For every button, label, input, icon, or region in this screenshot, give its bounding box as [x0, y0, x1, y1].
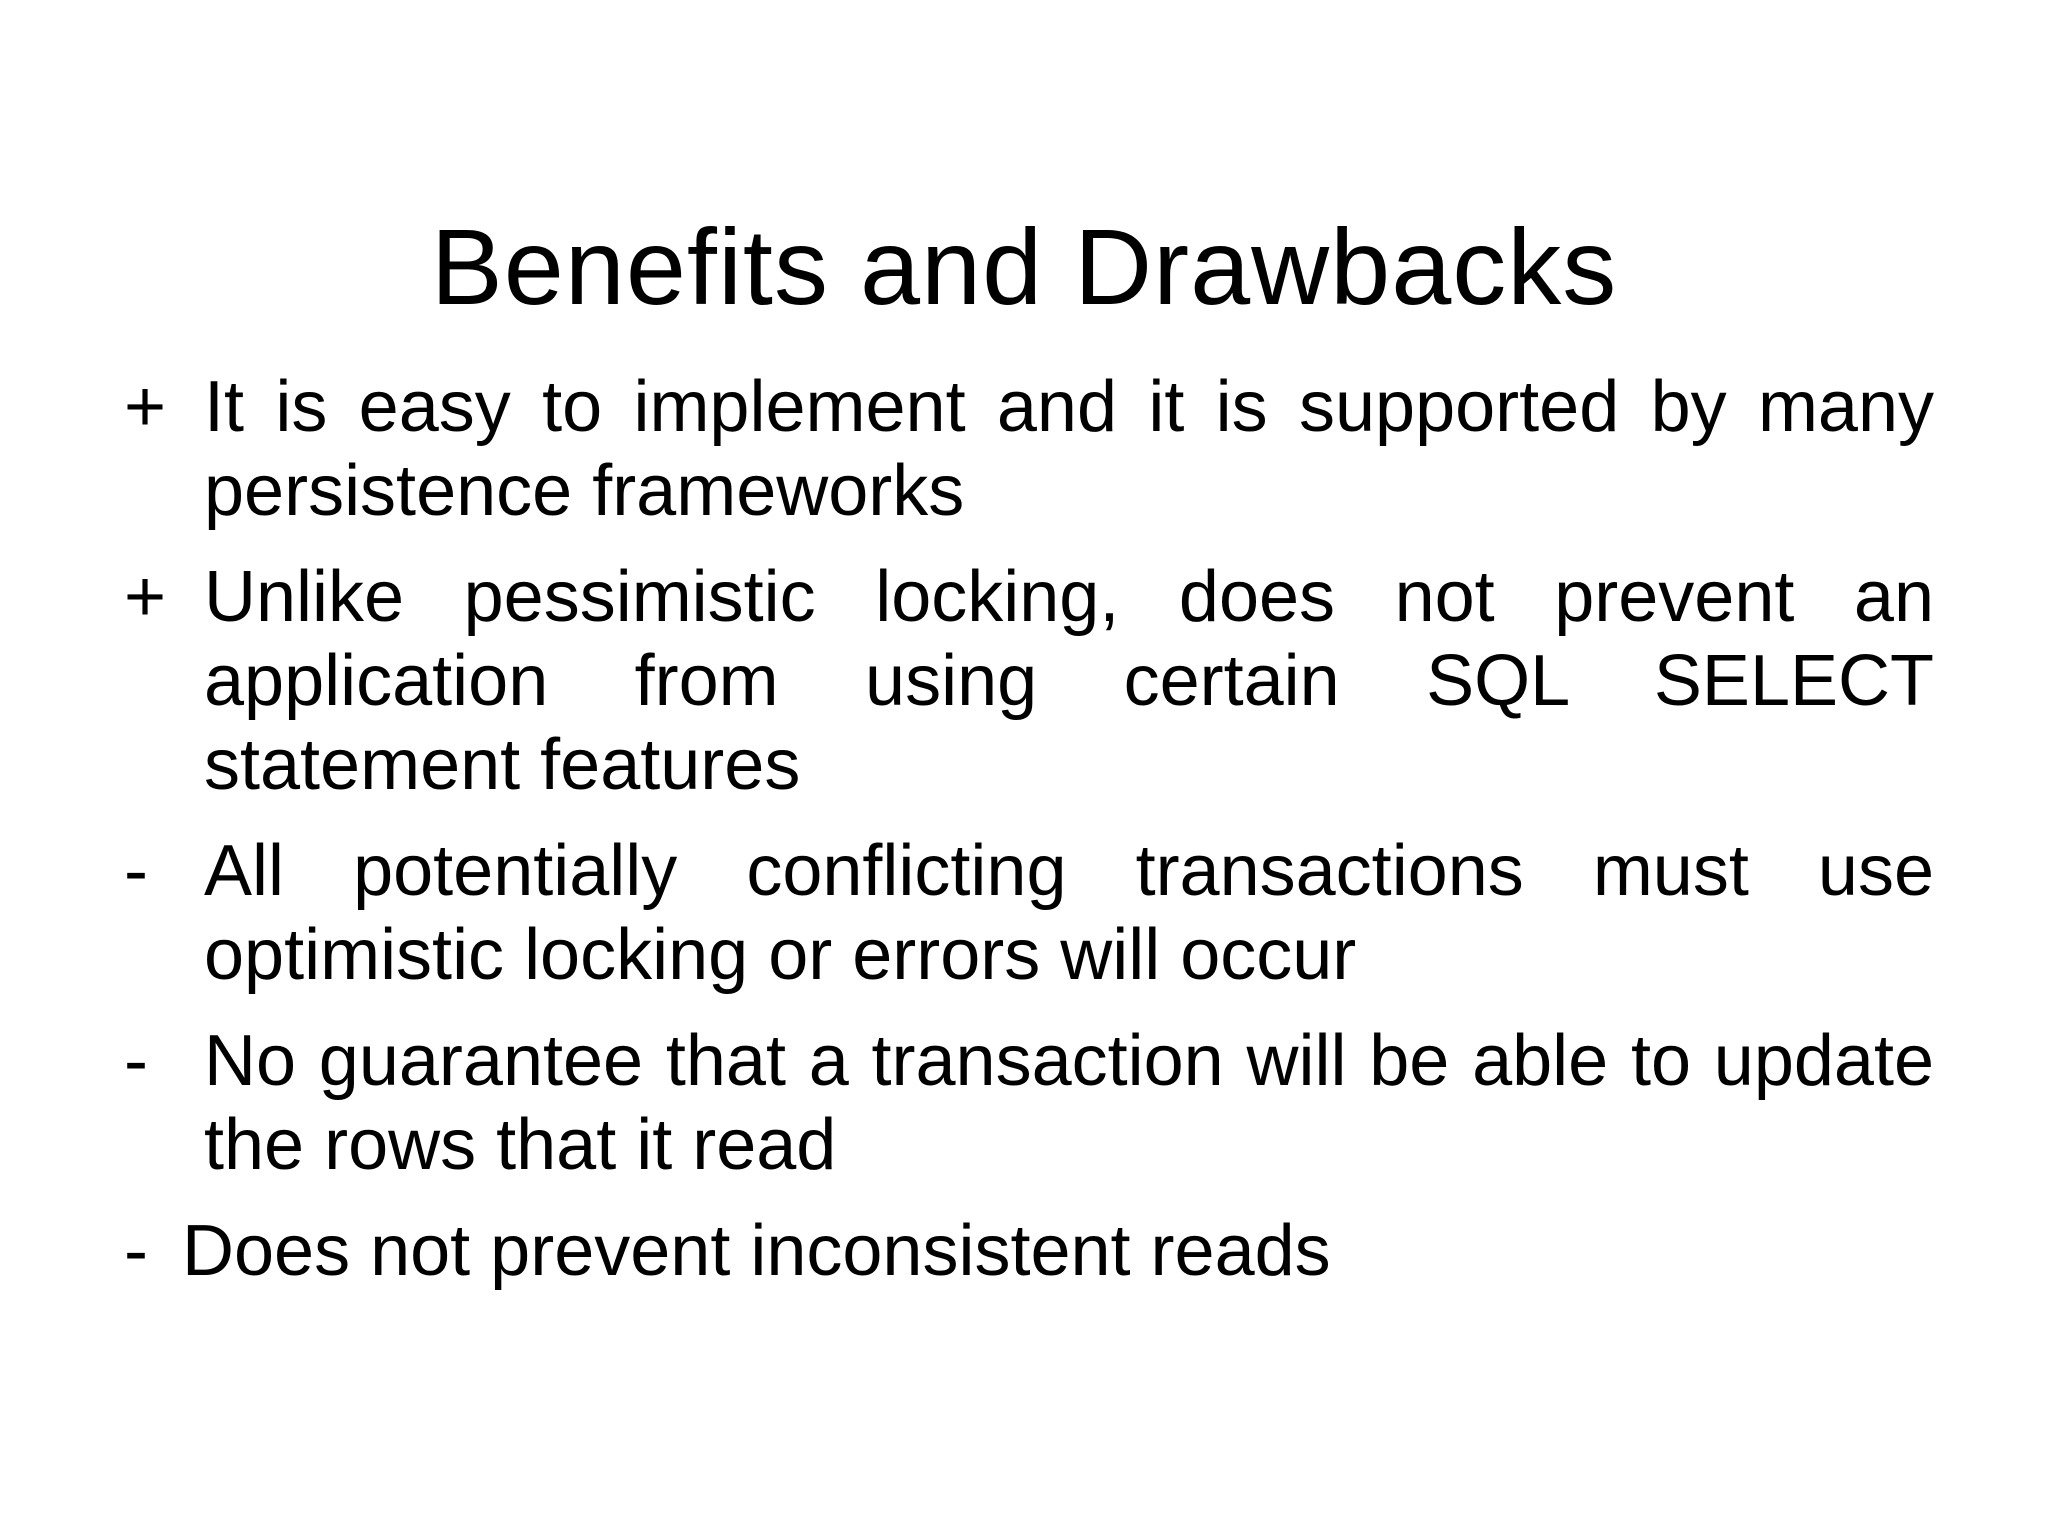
bullet-text: Does not prevent inconsistent reads	[182, 1211, 1331, 1291]
bullet-list	[124, 365, 1934, 1315]
minus-marker: -	[124, 831, 148, 911]
bullet-item	[124, 555, 1934, 807]
bullet-item	[124, 1019, 1934, 1187]
bullet-text: Unlike pessimistic locking, does not prevent an application from using certain SQL SELECT statement features	[204, 557, 1934, 805]
plus-marker: +	[124, 367, 167, 447]
bullet-item	[124, 1209, 1934, 1293]
minus-marker: -	[124, 1211, 148, 1291]
bullet-text: It is easy to implement and it is supported by many persistence frameworks	[204, 367, 1934, 531]
bullet-item	[124, 365, 1934, 533]
bullet-text: All potentially conflicting transactions must use optimistic locking or errors will occur	[204, 831, 1934, 995]
plus-marker: +	[124, 557, 167, 637]
slide-title: Benefits and Drawbacks	[430, 206, 1618, 328]
minus-marker: -	[124, 1021, 148, 1101]
bullet-text: No guarantee that a transaction will be able to update the rows that it read	[204, 1021, 1934, 1185]
bullet-item	[124, 829, 1934, 997]
